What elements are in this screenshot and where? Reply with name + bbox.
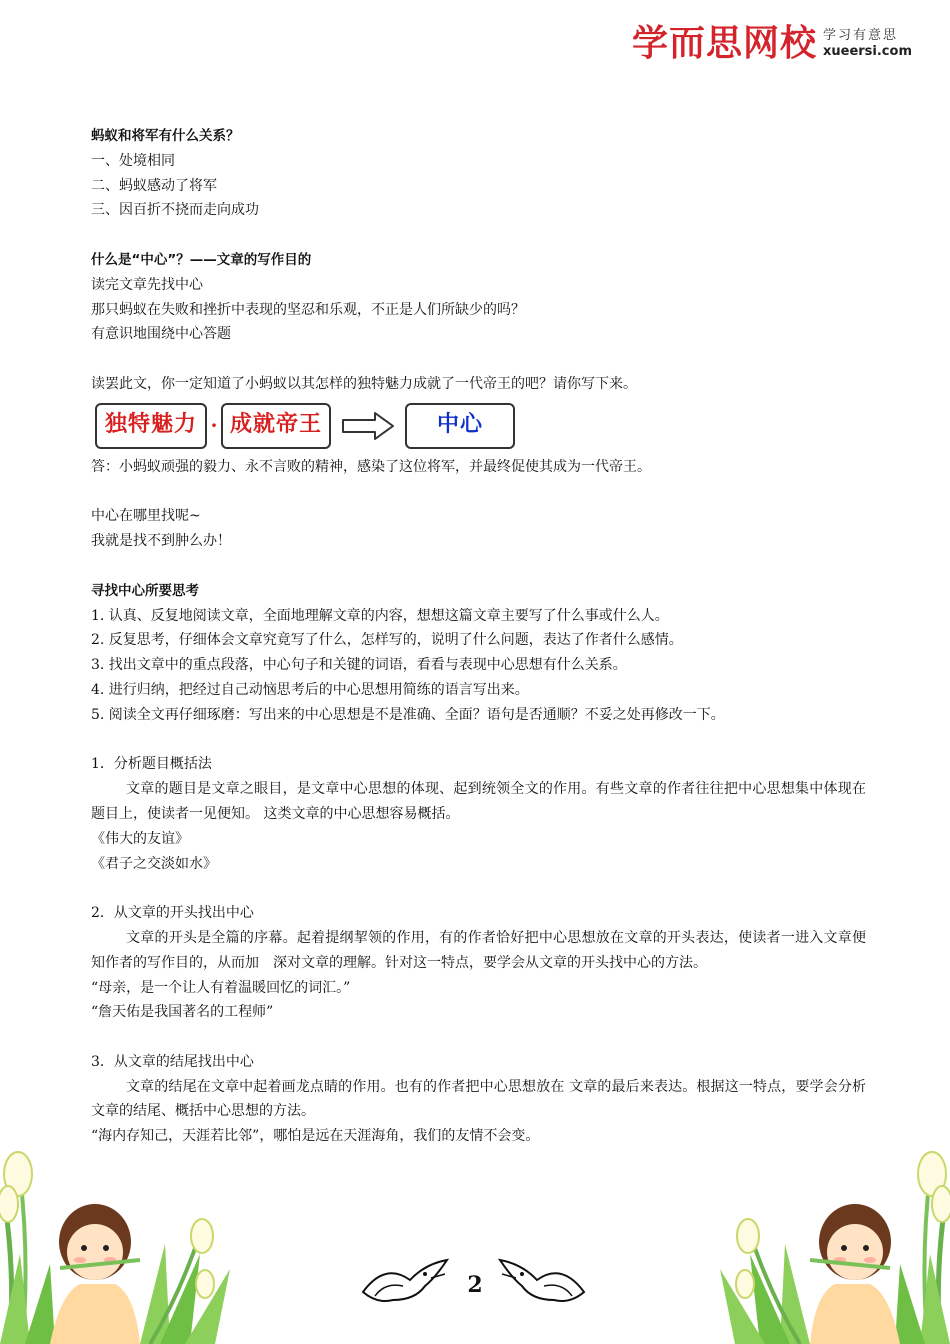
paragraph: 那只蚂蚁在失败和挫折中表现的坚忍和乐观，不正是人们所缺少的吗？	[91, 301, 525, 318]
document-body	[91, 124, 866, 1149]
paragraph: 有意识地围绕中心答题	[91, 326, 231, 343]
left-dove-icon	[355, 1252, 455, 1312]
logo-url: xueersi.com	[822, 44, 912, 59]
list-item: 3. 找出文章中的重点段落，中心句子和关键的词语，看看与表现中心思想有什么关系。	[91, 657, 627, 674]
section-heading-ant-general: 蚂蚁和将军有什么关系？	[91, 128, 240, 144]
logo-main-text: 学而思网校	[631, 23, 817, 64]
center-box: 中心	[405, 403, 515, 449]
list-item: 1. 认真、反复地阅读文章，全面地理解文章的内容，想想这篇文章主要写了什么事或什么人。	[91, 607, 669, 624]
answer-paragraph: 答：小蚂蚁顽强的毅力、永不言败的精神，感染了这位将军，并最终促使其成为一代帝王。	[91, 458, 651, 475]
paragraph: 读完文章先找中心	[91, 276, 203, 293]
method-title: 1．分析题目概括法	[91, 756, 212, 773]
method-body: 文章的题目是文章之眼目，是文章中心思想的体现、起到统领全文的作用。有些文章的作者往往把中心思想集中体现在题目上，使读者一见便知。 这类文章的中心思想容易概括。	[91, 781, 866, 822]
become-emperor-box: 成就帝王	[221, 403, 331, 449]
list-item: 4. 进行归纳，把经过自己动恼思考后的中心思想用简练的语言写出来。	[91, 681, 529, 698]
question-paragraph: 读罢此文，你一定知道了小蚂蚁以其怎样的独特魅力成就了一代帝王的吧？请你写下来。	[91, 375, 637, 392]
center-flow-diagram	[95, 399, 866, 453]
list-item: 5. 阅读全文再仔细琢磨：写出来的中心思想是不是准确、全面？语句是否通顺？不妥之处再修改一下。	[91, 706, 725, 723]
left-corner-girl-flowers-decoration	[0, 1144, 250, 1344]
right-corner-girl-flowers-decoration	[700, 1144, 950, 1344]
example-line: “母亲，是一个让人有着温暖回忆的词汇。”	[91, 979, 351, 996]
paragraph: 我就是找不到肿么办！	[91, 533, 231, 550]
logo-side	[823, 28, 912, 60]
unique-charm-box: 独特魅力	[95, 403, 207, 449]
right-arrow-icon	[341, 411, 395, 441]
example-line: 《伟大的友谊》	[91, 830, 189, 847]
xueersi-logo	[632, 22, 912, 66]
list-item: 三、因百折不挠而走向成功	[91, 202, 259, 219]
page-number: 2	[467, 1272, 483, 1298]
example-line: “海内存知己，天涯若比邻”，哪怕是远在天涯海角，我们的友情不会变。	[91, 1128, 540, 1145]
section-heading-what-is-center: 什么是“中心”？——文章的写作目的	[91, 251, 312, 268]
method-body: 文章的开头是全篇的序幕。起着提纲挈领的作用，有的作者恰好把中心思想放在文章的开头表达，使读者一进入文章便知作者的写作目的，从而加 深对文章的理解。针对这一特点，要学会从文章的开头找中心的方法。	[91, 929, 866, 971]
right-dove-icon	[492, 1252, 592, 1312]
method-body: 文章的结尾在文章中起着画龙点睛的作用。也有的作者把中心思想放在 文章的最后来表达。根据这一特点，要学会分析文章的结尾、概括中心思想的方法。	[91, 1078, 866, 1120]
paragraph: 中心在哪里找呢~	[91, 508, 201, 525]
method-title: 3．从文章的结尾找出中心	[91, 1053, 254, 1070]
method-title: 2．从文章的开头找出中心	[91, 905, 254, 922]
section-heading-thinking-steps: 寻找中心所要思考	[91, 582, 199, 599]
logo-slogan: 学习有意思	[822, 28, 898, 43]
flow-separator: ·	[210, 413, 218, 438]
example-line: “詹天佑是我国著名的工程师”	[91, 1004, 274, 1021]
list-item: 二、蚂蚁感动了将军	[91, 177, 217, 194]
example-line: 《君子之交淡如水》	[91, 855, 217, 872]
list-item: 2. 反复思考，仔细体会文章究竟写了什么，怎样写的，说明了什么问题，表达了作者什么感情。	[91, 632, 683, 649]
list-item: 一、处境相同	[91, 152, 175, 169]
